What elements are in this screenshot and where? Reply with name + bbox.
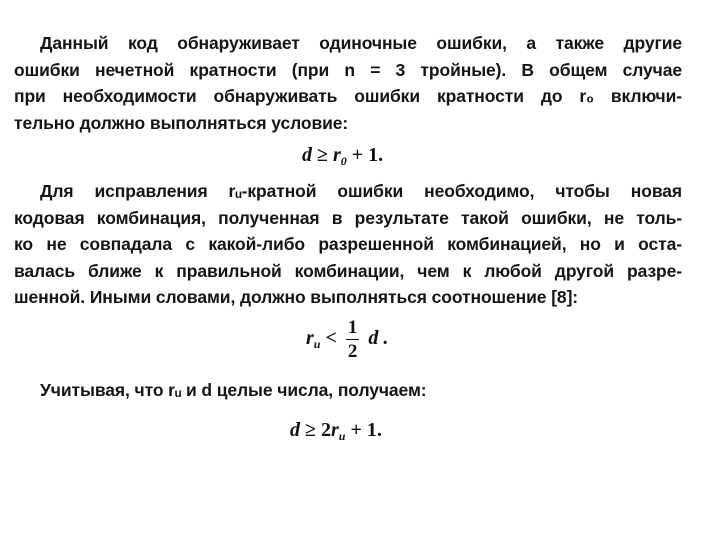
formula-symbol: d <box>290 419 300 441</box>
formula-subscript: и <box>338 429 346 443</box>
text-line: ко не совпадала с какой-либо разрешенной комбинацией, но и оста- <box>14 234 682 254</box>
formula-correction-result <box>290 419 382 444</box>
text-line: Учитывая, что rᵤ и d целые числа, получаем: <box>40 380 427 400</box>
text-line: Для исправления rᵤ-кратной ошибки необходимо, чтобы новая <box>40 181 682 201</box>
formula-fraction <box>346 318 360 361</box>
formula-detection-condition <box>302 144 383 169</box>
formula-rest: + 1. <box>351 144 384 166</box>
text-line: шенной. Иными словами, должно выполняться соотношение [8]: <box>14 287 579 307</box>
formula-tail: d . <box>368 327 389 350</box>
paragraph-error-correction <box>14 178 682 311</box>
formula-symbol: r <box>330 419 339 441</box>
formula-operator: < <box>325 327 337 350</box>
formula-subscript: 0 <box>340 154 347 168</box>
text-line: ошибки нечетной кратности (при n = 3 тройные). В общем случае <box>14 59 682 80</box>
text-line: при необходимости обнаруживать ошибки кратности до r₀ включи- <box>14 86 682 106</box>
formula-operator: ≥ 2 <box>305 419 331 441</box>
paragraph-integers <box>14 377 682 404</box>
formula-symbol: d <box>302 144 312 166</box>
formula-symbol: r <box>332 144 341 166</box>
text-line: валась ближе к правильной комбинации, чем к любой другой разре- <box>14 260 682 281</box>
text-line: Данный код обнаруживает одиночные ошибки, а также другие <box>40 33 682 53</box>
text-line: тельно должно выполняться условие: <box>14 112 349 133</box>
formula-correction-condition <box>306 318 388 361</box>
fraction-denominator: 2 <box>347 341 358 362</box>
formula-symbol: r <box>306 327 314 350</box>
formula-subscript: и <box>313 337 321 352</box>
paragraph-error-detection <box>14 30 682 136</box>
formula-rest: + 1. <box>350 419 382 441</box>
fraction-numerator: 1 <box>347 317 358 338</box>
text-line: кодовая комбинация, полученная в результате такой ошибки, не толь- <box>14 207 682 228</box>
formula-operator: ≥ <box>317 144 328 166</box>
